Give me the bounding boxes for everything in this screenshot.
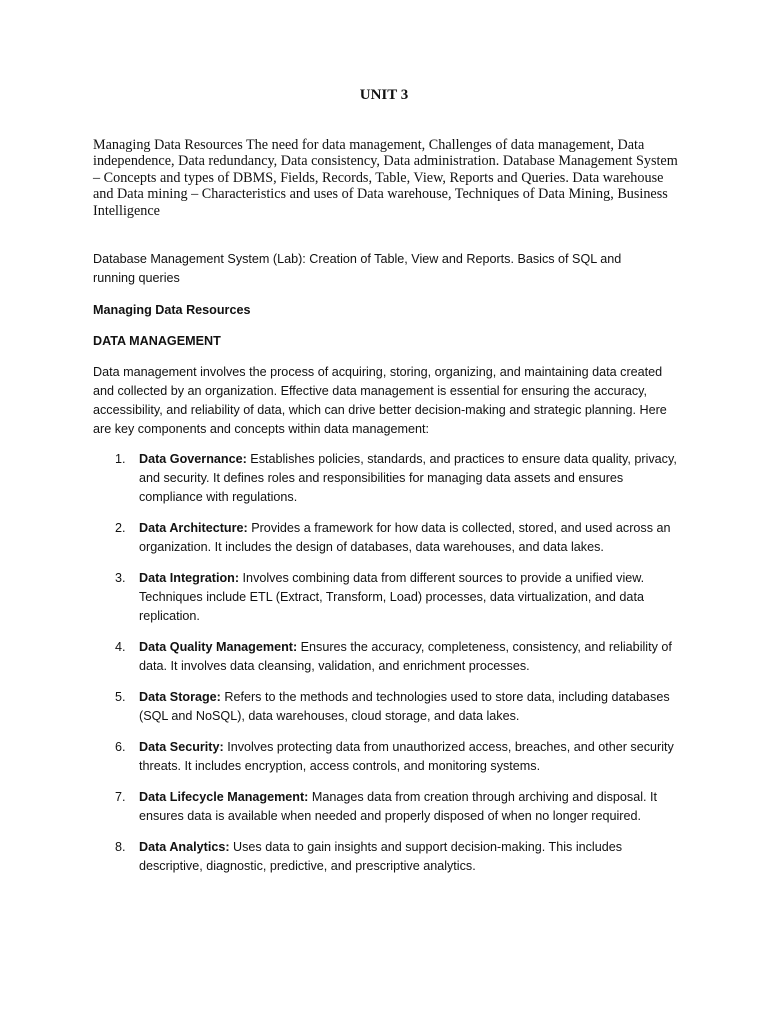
list-item-description: Uses data to gain insights and support decision-making. This includes descriptive, diagnostic, predictive, and prescriptive analytics. — [139, 840, 623, 873]
intro-paragraph: Data management involves the process of acquiring, storing, organizing, and maintaining data created and collected by an organization. Effective data management is essential for ensuring the accuracy, accessibility, and reliability of data, which can drive better decision-making and strategic planning. Here are key components and concepts within data management: — [93, 365, 667, 436]
list-item-term: Data Architecture: — [139, 521, 248, 535]
heading-managing-data-resources: Managing Data Resources — [93, 303, 251, 317]
list-item-term: Data Storage: — [139, 690, 221, 704]
unit-title: UNIT 3 — [359, 87, 409, 103]
list-item-description: Involves protecting data from unauthorized access, breaches, and other security threats. It includes encryption, access controls, and monitoring systems. — [139, 740, 674, 773]
syllabus-paragraph: Managing Data Resources The need for data management, Challenges of data management, Data independence, Data redundancy, Data consistency, Data administration. Database Management System – Concepts and types of DBMS, Fields, Records, Table, View, Reports and Queries. Data warehouse and Data mining – Characteristics and uses of Data warehouse, Techniques of Data Mining, Business Intelligence — [93, 137, 678, 219]
list-item-term: Data Security: — [139, 740, 224, 754]
list-item — [0, 688, 679, 726]
components-list — [0, 450, 768, 888]
list-item-description: Involves combining data from different sources to provide a unified view. Techniques include ETL (Extract, Transform, Load) processes, data virtualization, and data replication. — [139, 571, 645, 623]
list-item — [0, 569, 679, 626]
heading-data-management: DATA MANAGEMENT — [93, 334, 221, 348]
list-item — [0, 638, 679, 676]
list-item-number: 7. — [115, 790, 126, 804]
list-item-description: Ensures the accuracy, completeness, consistency, and reliability of data. It involves data cleansing, validation, and enrichment processes. — [139, 640, 672, 673]
lab-paragraph: Database Management System (Lab): Creation of Table, View and Reports. Basics of SQL and running queries — [93, 252, 622, 285]
list-item-number: 8. — [115, 840, 126, 854]
list-item — [0, 738, 679, 776]
list-item-number: 2. — [115, 521, 126, 535]
list-item-description: Provides a framework for how data is collected, stored, and used across an organization. It includes the design of databases, data warehouses, and data lakes. — [139, 521, 671, 554]
list-item-term: Data Integration: — [139, 571, 240, 585]
list-item-number: 3. — [115, 571, 126, 585]
list-item-term: Data Analytics: — [139, 840, 230, 854]
list-item — [0, 519, 679, 557]
list-item-term: Data Governance: — [139, 452, 247, 466]
list-item — [0, 788, 679, 826]
list-item-number: 6. — [115, 740, 126, 754]
list-item-term: Data Quality Management: — [139, 640, 298, 654]
list-item — [0, 838, 679, 876]
list-item-number: 1. — [115, 452, 126, 466]
list-item-number: 5. — [115, 690, 126, 704]
list-item-description: Establishes policies, standards, and practices to ensure data quality, privacy, and security. It defines roles and responsibilities for managing data assets and ensures compliance with regulations. — [139, 452, 677, 504]
list-item-description: Refers to the methods and technologies used to store data, including databases (SQL and NoSQL), data warehouses, cloud storage, and data lakes. — [139, 690, 670, 723]
list-item-description: Manages data from creation through archiving and disposal. It ensures data is available when needed and properly disposed of when no longer required. — [139, 790, 658, 823]
list-item — [0, 450, 679, 507]
list-item-number: 4. — [115, 640, 126, 654]
list-item-term: Data Lifecycle Management: — [139, 790, 309, 804]
